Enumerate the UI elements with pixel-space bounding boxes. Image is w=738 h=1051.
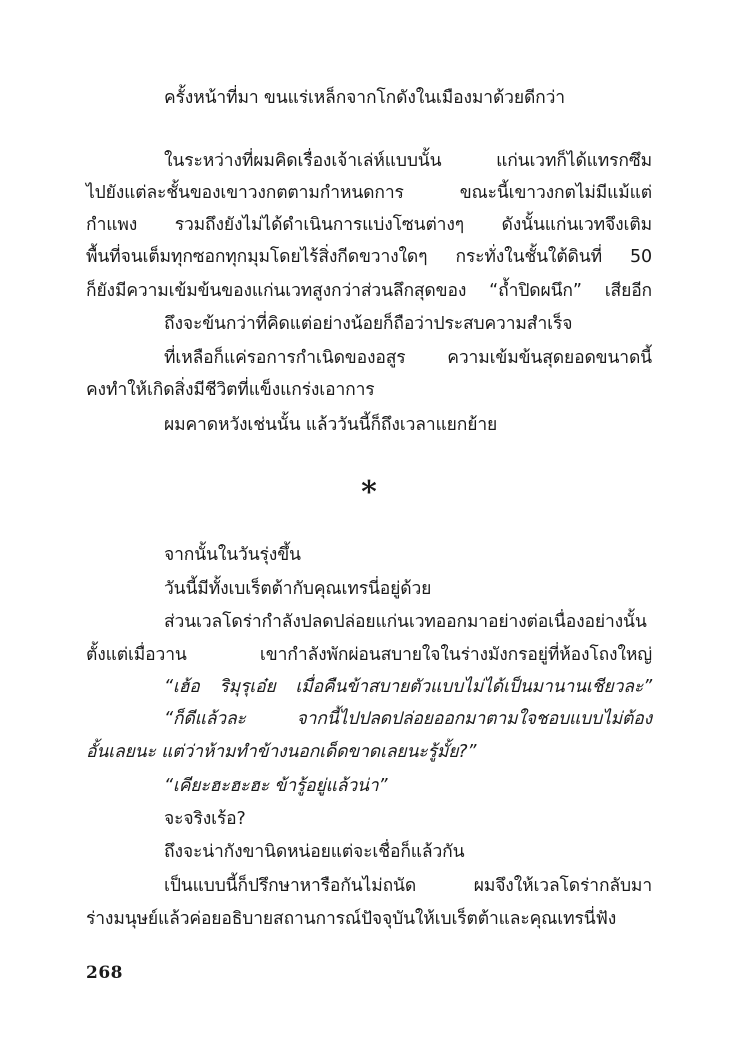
text-line: ในระหว่างที่ผมคิดเรื่องเจ้าเล่ห์แบบนั้น แก่นเวทก็ได้แทรกซึม bbox=[164, 151, 652, 171]
dialogue-line: อั้นเลยนะ แต่ว่าห้ามทำข้างนอกเด็ดขาดเลยนะรู้มั้ย?” bbox=[86, 742, 477, 762]
text-line: คงทำให้เกิดสิ่งมีชีวิตที่แข็งแกร่งเอาการ bbox=[86, 380, 375, 400]
text-line: ส่วนเวลโดร่ากำลังปลดปล่อยแก่นเวทออกมาอย่างต่อเนื่องอย่างนั้น bbox=[164, 612, 647, 632]
text-line: ที่เหลือก็แค่รอการกำเนิดของอสูร ความเข้มข้นสุดยอดขนาดนี้ bbox=[164, 348, 652, 368]
dialogue-line: “เฮ้อ ริมุรุเอ๋ย เมื่อคืนข้าสบายตัวแบบไม่ได้เป็นมานานเชียวละ” bbox=[164, 677, 652, 697]
text-line: ร่างมนุษย์แล้วค่อยอธิบายสถานการณ์ปัจจุบันให้เบเร็ตต้าและคุณเทรนี่ฟัง bbox=[86, 909, 617, 929]
dialogue-line: “ก็ดีแล้วละ จากนี้ไปปลดปล่อยออกมาตามใจชอบแบบไม่ต้อง bbox=[164, 709, 652, 729]
section-separator: * bbox=[361, 475, 377, 510]
dialogue-line: “เคียะฮะฮะฮะ ข้ารู้อยู่แล้วน่า” bbox=[164, 776, 388, 796]
text-line: ครั้งหน้าที่มา ขนแร่เหล็กจากโกดังในเมืองมาด้วยดีกว่า bbox=[164, 88, 565, 108]
text-line: ผมคาดหวังเช่นนั้น แล้ววันนี้ก็ถึงเวลาแยกย้าย bbox=[164, 415, 498, 435]
text-line: วันนี้มีทั้งเบเร็ตต้ากับคุณเทรนี่อยู่ด้วย bbox=[164, 579, 432, 599]
text-line: เป็นแบบนี้ก็ปรึกษาหารือกันไม่ถนัด ผมจึงให้เวลโดร่ากลับมา bbox=[164, 876, 652, 896]
text-line: พื้นที่จนเต็มทุกซอกทุกมุมโดยไร้สิ่งกีดขวางใดๆ กระทั่งในชั้นใต้ดินที่ 50 bbox=[86, 247, 652, 267]
text-line: ตั้งแต่เมื่อวาน เขากำลังพักผ่อนสบายใจในร่างมังกรอยู่ที่ห้องโถงใหญ่ bbox=[86, 645, 652, 665]
page-number: 268 bbox=[86, 963, 123, 983]
text-line: กำแพง รวมถึงยังไม่ได้ดำเนินการแบ่งโซนต่างๆ ดังนั้นแก่นเวทจึงเติม bbox=[86, 215, 652, 235]
text-line: จากนั้นในวันรุ่งขึ้น bbox=[164, 545, 301, 565]
text-line: ก็ยังมีความเข้มข้นของแก่นเวทสูงกว่าส่วนลึกสุดของ “ถ้ำปิดผนึก” เสียอีก bbox=[86, 281, 652, 301]
text-line: ไปยังแต่ละชั้นของเขาวงกตตามกำหนดการ ขณะนี้เขาวงกตไม่มีแม้แต่ bbox=[86, 183, 652, 203]
text-line: ถึงจะข้นกว่าที่คิดแต่อย่างน้อยก็ถือว่าประสบความสำเร็จ bbox=[164, 314, 573, 334]
text-line: ถึงจะน่ากังขานิดหน่อยแต่จะเชื่อก็แล้วกัน bbox=[164, 842, 465, 862]
text-line: จะจริงเร้อ? bbox=[164, 809, 246, 829]
